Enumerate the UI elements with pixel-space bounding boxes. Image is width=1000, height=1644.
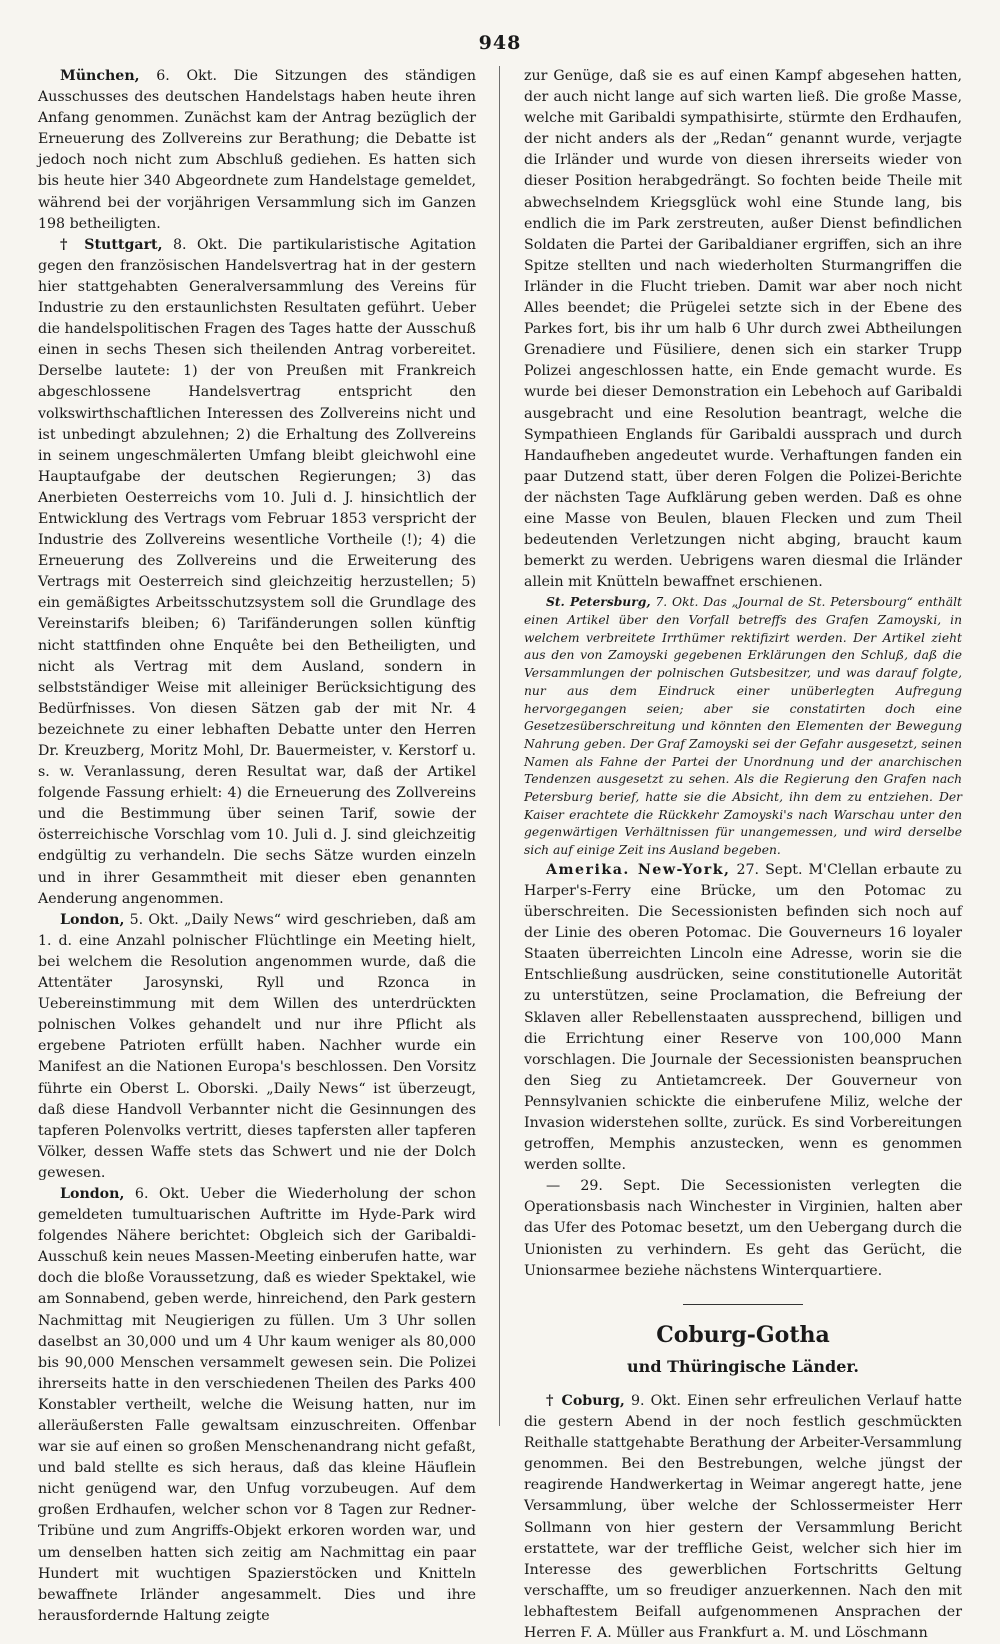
right-column bbox=[524, 66, 962, 1644]
date: 6. Okt. bbox=[134, 1185, 190, 1202]
date: 9. Okt. bbox=[630, 1392, 682, 1409]
article-text: Ueber die Wiederholung der schon gemeldeten tumultuarischen Auftritte im Hyde-Park wird folgendes Nähere berichtet: Obgleich sich der Garibaldi-Ausschuß kein neues Massen-Meeting einberufen hatte, war doch die bloße Voraussetzung, daß es wieder Spektakel, wie am Sonnabend, geben werde, hinreichend, den Park gestern Nachmittag mit Neugierigen zu füllen. Um 3 Uhr sollen daselbst an 30,000 und um 4 Uhr kaum weniger als 80,000 bis 90,000 Menschen versammelt gewesen sein. Die Polizei ihrerseits hatte in den verschiedenen Theilen des Parks 400 Konstabler vertheilt, welche die Weisung hatten, nur im alleräußersten Falle gewaltsam einzuschreiten. Offenbar war sie auf einen so großen Menschenandrang nicht gefaßt, und bald stellte es sich heraus, daß das kleine Häuflein nicht genügend war, den Unfug vorzubeugen. Auf dem großen Erdhaufen, welcher schon vor 8 Tagen zur Redner-Tribüne und zum Angriffs-Objekt erkoren worden war, und um denselben hatten sich zeitig am Nachmittag ein paar Hundert mit wuchtigen Spazierstöcken und Knitteln bewaffnete Irländer angesammelt. Dies und ihre herausfordernde Haltung zeigte bbox=[38, 1185, 476, 1624]
date: 5. Okt. bbox=[129, 911, 179, 928]
article-text: Das „Journal de St. Petersbourg“ enthält einen Artikel über den Vorfall betreffs des Grafen Zamoyski, in welchem verbreitete Irrthümer rektifizirt werden. Der Artikel zieht aus den von Zamoyski gegebenen Erklärungen den Schluß, daß die Versammlungen der polnischen Gutsbesitzer, und was darauf folgte, nur aus dem Eindruck einer unüberlegten Aufregung hervorgegangen seien; aber sie constatirten doch eine Gesetzesüberschreitung und könnten den Elementen der Bewegung Nahrung geben. Der Graf Zamoyski sei der Gefahr ausgesetzt, seinen Namen als Fahne der Partei der Unordnung und der anarchischen Tendenzen ausgesetzt zu sehen. Als die Regierung den Grafen nach Petersburg berief, hatte sie die Absicht, ihn dem zu entziehen. Der Kaiser erachtete die Rückkehr Zamoyski's nach Warschau unter den gegenwärtigen Verhältnissen für unangemessen, und wird derselbe sich auf einige Zeit ins Ausland begeben. bbox=[524, 595, 962, 858]
column-divider bbox=[499, 66, 500, 1426]
article-london-2 bbox=[38, 1184, 476, 1627]
article-stuttgart bbox=[38, 235, 476, 910]
article-text: Die partikularistische Agitation gegen den französischen Handelsvertrag hat in der gestern hier stattgehabten Generalversammlung des Vereins für Industrie zu den erstaunlichsten Resultaten geführt. Ueber die handelspolitischen Fragen des Tages hatte der Ausschuß einen in sechs Thesen sich theilenden Antrag vorbereitet. Derselbe lautete: 1) der von Preußen mit Frankreich abgeschlossene Handelsvertrag entspricht den volkswirthschaftlichen Interessen des Zollvereins nicht und ist unbedingt abzulehnen; 2) die Erhaltung des Zollvereins in seinem ungeschmälerten Umfang bleibt gleichwohl eine Hauptaufgabe der deutschen Regierungen; 3) das Anerbieten Oesterreichs vom 10. Juli d. J. hinsichtlich der Entwicklung des Vertrags vom Februar 1853 verspricht der Industrie des Zollvereins wesentliche Vortheile (!); 4) die Erneuerung des Zollvereins und die Erweiterung des Vertrags mit Oesterreich sind gleichzeitig herzustellen; 5) ein gemäßigtes Arbeitsschutzsystem soll die Grundlage des Vereinstarifs bleiben; 6) Tarifänderungen sollen künftig nicht stattfinden ohne Enquête bei den Betheiligten, und nicht als Vertrag mit dem Ausland, sondern in selbstständiger Weise mit alleiniger Berücksichtigung des Bedürfnisses. Von diesen Sätzen gab der mit Nr. 4 bezeichnete zu einer lebhaften Debatte unter den Herren Dr. Kreuzberg, Moritz Mohl, Dr. Bauermeister, v. Kerstorf u. s. w. Veranlassung, deren Resultat war, daß der Artikel folgende Fassung erhielt: 4) die Erneuerung des Zollvereins und die Bestimmung über seinen Tarif, sowie der österreichische Vorschlag vom 10. Juli d. J. sind gleichzeitig endgültig zu verhandeln. Die sechs Sätze wurden einzeln und in ihrer Gesammtheit mit dieser eben genannten Aenderung angenommen. bbox=[38, 236, 476, 907]
article-text: Die Secessionisten verlegten die Operationsbasis nach Winchester in Virginien, halten aber das Ufer des Potomac besetzt, um den Uebergang durch die Unionisten zu verhindern. Es geht das Gerücht, die Unionsarmee beziehe nächstens Winterquartiere. bbox=[524, 1178, 962, 1279]
page-number: 948 bbox=[478, 32, 522, 54]
dateline: † Stuttgart, bbox=[60, 236, 163, 253]
article-text: Die Sitzungen des ständigen Ausschusses des deutschen Handelstags haben heute ihren Anfang genommen. Zunächst kam der Antrag bezüglich der Erneuerung des Zollvereins zur Berathung; die Debatte ist jedoch noch nicht zum Abschluß gediehen. Es hatten sich bis heute hier 340 Abgeordnete zum Handelstage gemeldet, während bei der vorjährigen Versammlung sich im Ganzen 198 betheiligten. bbox=[38, 68, 476, 232]
date: 7. Okt. bbox=[655, 595, 699, 610]
section-subtitle: und Thüringische Länder. bbox=[627, 1356, 859, 1376]
article-sept-29 bbox=[524, 1176, 962, 1281]
article-text: Einen sehr erfreulichen Verlauf hatte die gestern Abend in der noch festlich geschmückten Reithalle stattgehabte Berathung der Arbeiter-Versammlung genommen. Bei den Bestrebungen, welche jüngst der reagirende Handwerkertag in Weimar angeregt hatte, jene Versammlung, über welche der Schlossermeister Herr Sollmann von hier gestern der Versammlung Bericht erstattete, war der treffliche Geist, welcher sich hier im Interesse des gewerblichen Fortschritts Geltung verschaffte, um so freudiger anzuerkennen. Nach den mit lebhaftestem Beifall aufgenommenen Ansprachen der Herren F. A. Müller aus Frankfurt a. M. und Löschmann bbox=[524, 1392, 962, 1641]
article-london-1 bbox=[38, 910, 476, 1184]
article-continuation: zur Genüge, daß sie es auf einen Kampf abgesehen hatten, der auch nicht lange auf sich warten ließ. Die große Masse, welche mit Garibaldi sympathisirte, stürmte den Erdhaufen, der nicht anders als der „Redan“ genannt wurde, verjagte die Irländer und wurde von diesen ihrerseits wieder von dieser Position herabgedrängt. So fochten beide Theile mit abwechselndem Kriegsglück wohl eine Stunde lang, bis endlich die im Park zerstreuten, außer Dienst befindlichen Soldaten die Partei der Garibaldianer ergriffen, sich an ihre Spitze stellten und nach wiederholten Sturmangriffen die Irländer in die Flucht trieben. Damit war aber noch nicht Alles beendet; die Prügelei setzte sich in der Ebene des Parkes fort, bis ihr um halb 6 Uhr durch zwei Abtheilungen Grenadiere und Füsiliere, denen sich ein starker Trupp Polizei angeschlossen hatte, ein Ende gemacht wurde. Es wurde bei dieser Demonstration ein Lebehoch auf Garibaldi ausgebracht und eine Resolution beantragt, welche die Sympathieen Englands für Garibaldi aussprach und durch Handaufheben angedeutet wurde. Verhaftungen fanden ein paar Dutzend statt, über deren Folgen die Polizei-Berichte der nächsten Tage Aufklärung geben werden. Daß es ohne eine Masse von Beulen, blauen Flecken und zum Theil bedeutenden Verletzungen nicht abging, braucht kaum bemerkt zu werden. Uebrigens waren diesmal die Irländer allein mit Knütteln bewaffnet erschienen. bbox=[524, 68, 962, 591]
dateline: Amerika. New-York, bbox=[546, 861, 731, 878]
dateline: † Coburg, bbox=[546, 1392, 625, 1409]
article-america bbox=[524, 860, 962, 1176]
article-petersburg bbox=[524, 593, 962, 860]
date: 6. Okt. bbox=[156, 68, 217, 84]
section-title: Coburg-Gotha bbox=[656, 1321, 830, 1348]
article-muenchen bbox=[38, 66, 476, 235]
dateline: St. Petersburg, bbox=[546, 594, 651, 610]
dateline: London, bbox=[60, 1185, 125, 1202]
article-text: M'Clellan erbaute zu Harper's-Ferry eine Brücke, um den Potomac zu überschreiten. Die Secessionisten befinden sich noch auf der Linie des oberen Potomac. Die Gouverneurs 16 loyaler Staaten überreichten Lincoln eine Adresse, worin sie die Entschließung ausdrücken, seine constitutionelle Autorität zu unterstützen, seine Proclamation, die Befreiung der Sklaven aller Rebellenstaaten aussprechend, billigen und die Errichtung einer Reserve von 100,000 Mann vorschlagen. Die Journale der Secessionisten beanspruchen den Sieg zu Antietamcreek. Der Gouverneur von Pennsylvanien schickte die einberufene Miliz, welche der Invasion widerstehen sollte, zurück. Es sind Vorbereitungen getroffen, Memphis anzustecken, wenn es genommen werden sollte. bbox=[524, 861, 963, 1174]
dateline: München, bbox=[60, 68, 140, 84]
date: 8. Okt. bbox=[173, 236, 228, 253]
dateline: London, bbox=[60, 911, 125, 928]
date: 27. Sept. bbox=[736, 861, 803, 878]
left-column bbox=[38, 66, 476, 1627]
date: — 29. Sept. bbox=[546, 1178, 661, 1195]
section-divider bbox=[683, 1304, 803, 1305]
article-coburg bbox=[524, 1391, 962, 1644]
article-text: „Daily News“ wird geschrieben, daß am 1. d. eine Anzahl polnischer Flüchtlinge ein Meeting hielt, bei welchem die Resolution angenommen wurde, daß die Attentäter Jarosynski, Ryll und Rzonca in Uebereinstimmung mit dem Willen des unterdrückten polnischen Volkes gehandelt und nur ihre Pflicht als ergebene Patrioten erfüllt haben. Nachher wurde ein Manifest an die Nationen Europa's beschlossen. Den Vorsitz führte ein Oberst L. Oborski. „Daily News“ ist überzeugt, daß diese Handvoll Verbannter nicht die Gesinnungen des tapferen Polenvolks vertritt, dieses tapfersten aller tapferen Völker, dessen Waffe stets das Schwert und nie der Dolch gewesen. bbox=[38, 911, 476, 1181]
